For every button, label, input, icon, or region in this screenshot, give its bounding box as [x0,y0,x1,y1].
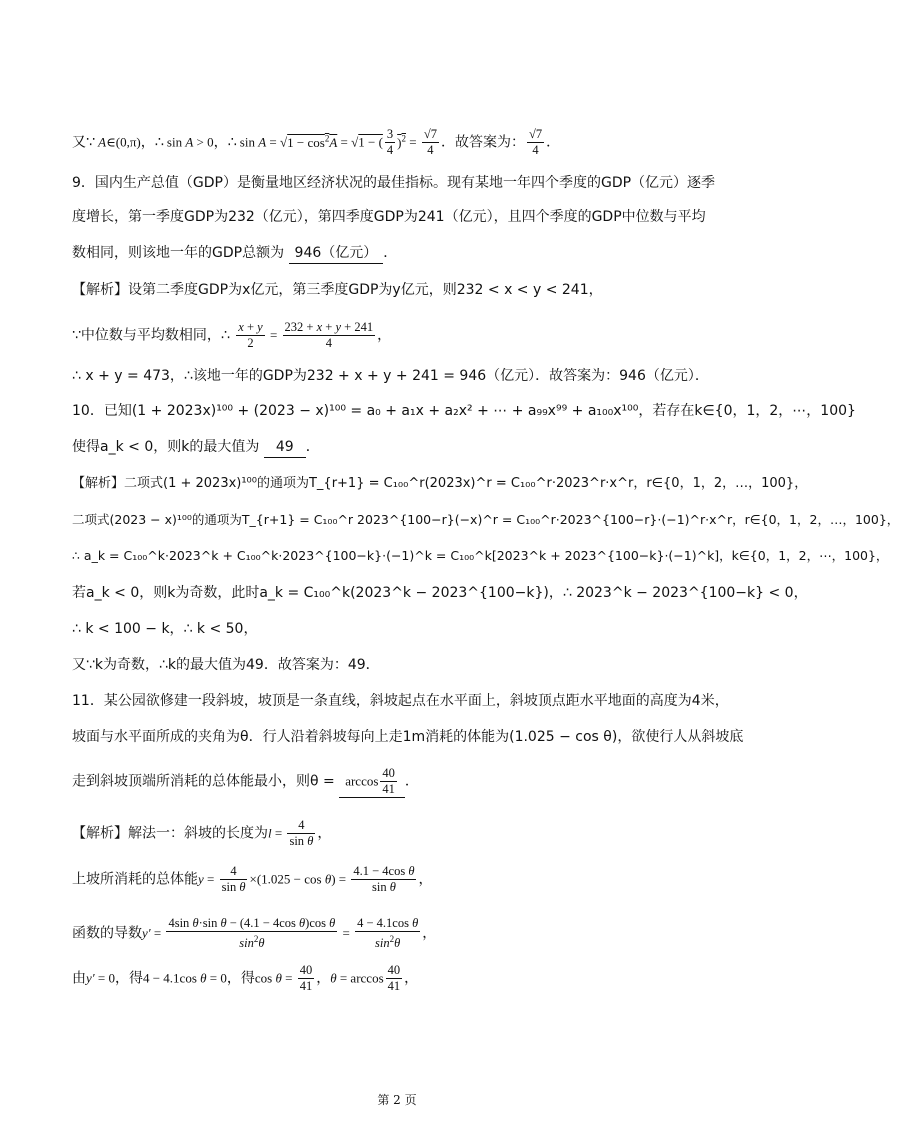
q11-answer-blank: arccos $\frac{40}{41}$ [339,766,405,798]
solution-10-line-6: 又∵k为奇数，∴k的最大值为49．故答案为：49． [72,657,380,673]
question-11-line-1: 11．某公园欲修建一段斜坡，坡顶是一条直线，斜坡起点在水平面上，斜坡顶点距水平地面的高度为4米， [72,693,729,709]
question-11-line-3 [72,766,732,798]
question-9-line-3 [72,243,732,264]
q10-end: ． [305,439,320,455]
solution-10-line-4: 若a_k < 0，则k为奇数，此时a_k = C₁₀₀^k(2023^k − 2023^{100−k})，∴ 2023^k − 2023^{100−k} < 0， [72,585,808,601]
solution-10-line-2: 二项式(2023 − x)¹⁰⁰的通项为T_{r+1} = C₁₀₀^r 2023^{100−r}(−x)^r = C₁₀₀^r·2023^{100−r}·(−1)^r·x^r，r∈{0，1，2，…，100}， [72,512,899,527]
question-10-line-1: 10．已知(1 + 2023x)¹⁰⁰ + (2023 − x)¹⁰⁰ = a₀ + a₁x + a₂x² + ⋯ + a₉₉x⁹⁹ + a₁₀₀x¹⁰⁰，若存在k∈{0，1，2，⋯，100} [72,403,856,419]
solution-9-line-3: ∴ x + y = 473，∴该地一年的GDP为232 + x + y + 241 = 946（亿元）．故答案为：946（亿元）． [72,368,709,384]
page-footer: 第 2 页 [377,1093,417,1107]
q11-end: ． [404,773,419,790]
solution-11-line-3: 函数的导数y′ = $\frac{\text{4sin θ·sin θ − (4.1 − 4cos θ)cos θ}}{\sin^2\theta}$ = $\frac{\text{4 − 4.1cos θ}}{\sin^2\theta}$ ， [72,916,437,951]
solution-10-line-3: ∴ a_k = C₁₀₀^k·2023^k + C₁₀₀^k·2023^{100−k}·(−1)^k = C₁₀₀^k[2023^k + 2023^{100−k}·(−1)^k]，k∈{0，1，2，⋯，100}， [72,548,889,563]
q10-text: 使得a_k < 0，则k的最大值为 [72,439,260,455]
solution-10-line-5: ∴ k < 100 − k，∴ k < 50， [72,621,258,637]
q9-answer-blank: 946（亿元） [289,243,384,264]
question-11-line-2: 坡面与水平面所成的夹角为θ．行人沿着斜坡每向上走1m消耗的体能为(1.025 − cos θ)，欲使行人从斜坡底 [72,729,744,745]
solution-10-line-1: 【解析】二项式(1 + 2023x)¹⁰⁰的通项为T_{r+1} = C₁₀₀^r(2023x)^r = C₁₀₀^r·2023^r·x^r，r∈{0，1，2，…，100}， [72,476,808,491]
solution-9-line-1: 【解析】设第二季度GDP为x亿元，第三季度GDP为y亿元，则232 < x < y < 241， [72,282,603,298]
q11-text: 走到斜坡顶端所消耗的总体能最小，则θ = [72,773,335,790]
q9-end: ． [383,245,398,261]
solution-8-conclusion: 又∵ A∈(0,π)，∴ sin A > 0，∴ $\sin A = √1 - \cos^2A = √1$ − ( $\frac{3}{4}$ )$^2$ = $\frac{√7}{4}$ ．故答案为： $\frac{√7}{4}$ ． [72,127,561,157]
solution-11-line-4: 由y′ = 0，得4 − 4.1cos θ = 0，得cos θ = $\frac{40}{41}$ ，θ = arccos $\frac{40}{41}$ ， [72,963,419,993]
solution-9-line-2: ∵中位数与平均数相同，∴ $\frac{x + y}{2}$ = $\frac{232 + x + y + 241}{4}$ ， [72,320,392,350]
q9-text: 数相同，则该地一年的GDP总额为 [72,245,285,261]
solution-11-line-1: 【解析】解法一：斜坡的长度为l = $\frac{4}{\text{sin θ}}$ ， [72,818,332,848]
q10-answer-blank: 49 [264,437,306,458]
question-9-line-1: 9．国内生产总值（GDP）是衡量地区经济状况的最佳指标。现有某地一年四个季度的GDP（亿元）逐季 [72,175,716,191]
question-10-line-2 [72,437,732,458]
solution-11-line-2: 上坡所消耗的总体能y = $\frac{4}{\text{sin θ}}$ ×(1.025 − cos θ) = $\frac{\text{4.1 − 4cos θ}}{\text{sin θ}}$ ， [72,864,433,894]
question-9-line-2: 度增长，第一季度GDP为232（亿元），第四季度GDP为241（亿元），且四个季度的GDP中位数与平均 [72,209,706,225]
